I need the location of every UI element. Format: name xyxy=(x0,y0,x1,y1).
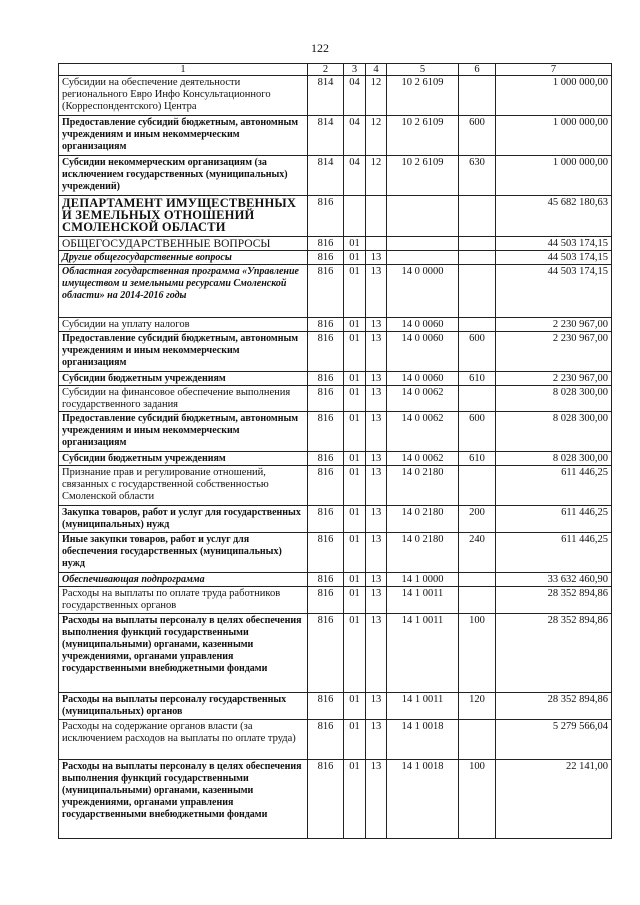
table-row xyxy=(59,760,612,839)
row-section-cell: 01 xyxy=(344,573,366,587)
row-code-cell: 816 xyxy=(308,452,344,466)
row-subsection-cell: 13 xyxy=(366,587,387,614)
row-expense-type-cell xyxy=(459,573,496,587)
row-code-cell: 816 xyxy=(308,318,344,332)
row-amount-cell: 33 632 460,90 xyxy=(496,573,612,587)
header-cell: 1 xyxy=(59,64,308,76)
row-amount-cell: 28 352 894,86 xyxy=(496,693,612,720)
row-amount-cell: 1 000 000,00 xyxy=(496,156,612,196)
row-target-article-cell: 10 2 6109 xyxy=(387,76,459,116)
row-target-article-cell: 14 1 0011 xyxy=(387,587,459,614)
row-code-cell: 816 xyxy=(308,693,344,720)
row-section-cell: 01 xyxy=(344,760,366,839)
row-amount-cell: 44 503 174,15 xyxy=(496,251,612,265)
table-row xyxy=(59,452,612,466)
row-name-cell: Расходы на выплаты персоналу государственных (муниципальных) органов xyxy=(59,693,308,720)
row-subsection-cell: 13 xyxy=(366,533,387,573)
header-cell: 7 xyxy=(496,64,612,76)
row-amount-cell: 28 352 894,86 xyxy=(496,614,612,693)
header-cell: 4 xyxy=(366,64,387,76)
row-subsection-cell: 13 xyxy=(366,318,387,332)
row-code-cell: 816 xyxy=(308,614,344,693)
row-section-cell: 01 xyxy=(344,587,366,614)
row-target-article-cell: 14 0 2180 xyxy=(387,533,459,573)
row-amount-cell: 8 028 300,00 xyxy=(496,386,612,412)
row-section-cell: 01 xyxy=(344,412,366,452)
row-section-cell: 01 xyxy=(344,265,366,318)
row-expense-type-cell xyxy=(459,386,496,412)
row-name-cell: Обеспечивающая подпрограмма xyxy=(59,573,308,587)
row-section-cell: 01 xyxy=(344,466,366,506)
row-subsection-cell: 13 xyxy=(366,614,387,693)
row-expense-type-cell: 600 xyxy=(459,412,496,452)
row-subsection-cell: 13 xyxy=(366,452,387,466)
row-name-cell: Расходы на выплаты персоналу в целях обеспечения выполнения функций государственными (муниципальными) органами, казенными учреждениями, органами управления государственными внебюджетными фондами xyxy=(59,614,308,693)
row-name-cell: Субсидии на обеспечение деятельности регионального Евро Инфо Консультационного (Корреспондентского) Центра xyxy=(59,76,308,116)
row-amount-cell: 1 000 000,00 xyxy=(496,76,612,116)
row-name-cell: Субсидии бюджетным учреждениям xyxy=(59,372,308,386)
row-section-cell: 04 xyxy=(344,116,366,156)
row-subsection-cell: 13 xyxy=(366,760,387,839)
row-section-cell: 04 xyxy=(344,76,366,116)
row-target-article-cell: 10 2 6109 xyxy=(387,116,459,156)
row-code-cell: 816 xyxy=(308,265,344,318)
row-target-article-cell: 14 1 0011 xyxy=(387,614,459,693)
row-expense-type-cell: 120 xyxy=(459,693,496,720)
row-amount-cell: 2 230 967,00 xyxy=(496,372,612,386)
row-expense-type-cell xyxy=(459,466,496,506)
row-expense-type-cell: 610 xyxy=(459,372,496,386)
row-subsection-cell: 13 xyxy=(366,466,387,506)
row-section-cell: 04 xyxy=(344,156,366,196)
row-subsection-cell: 13 xyxy=(366,412,387,452)
row-expense-type-cell: 600 xyxy=(459,116,496,156)
row-code-cell: 816 xyxy=(308,506,344,533)
row-subsection-cell: 12 xyxy=(366,116,387,156)
row-code-cell: 816 xyxy=(308,587,344,614)
table-row xyxy=(59,237,612,251)
row-expense-type-cell xyxy=(459,587,496,614)
row-target-article-cell: 14 0 0062 xyxy=(387,452,459,466)
row-section-cell: 01 xyxy=(344,237,366,251)
table-row xyxy=(59,156,612,196)
row-subsection-cell: 13 xyxy=(366,506,387,533)
row-code-cell: 816 xyxy=(308,760,344,839)
row-target-article-cell: 14 0 2180 xyxy=(387,466,459,506)
row-expense-type-cell: 100 xyxy=(459,760,496,839)
table-row xyxy=(59,466,612,506)
table-row xyxy=(59,412,612,452)
row-code-cell: 816 xyxy=(308,372,344,386)
row-amount-cell: 611 446,25 xyxy=(496,466,612,506)
table-row xyxy=(59,372,612,386)
row-name-cell: Субсидии на уплату налогов xyxy=(59,318,308,332)
row-target-article-cell: 14 0 0060 xyxy=(387,332,459,372)
row-target-article-cell xyxy=(387,196,459,237)
row-subsection-cell: 13 xyxy=(366,386,387,412)
row-expense-type-cell: 600 xyxy=(459,332,496,372)
table-row xyxy=(59,587,612,614)
row-expense-type-cell xyxy=(459,265,496,318)
table-row xyxy=(59,196,612,237)
table-row xyxy=(59,251,612,265)
row-expense-type-cell xyxy=(459,76,496,116)
row-amount-cell: 22 141,00 xyxy=(496,760,612,839)
row-subsection-cell: 13 xyxy=(366,693,387,720)
row-target-article-cell: 14 0 0000 xyxy=(387,265,459,318)
row-code-cell: 816 xyxy=(308,412,344,452)
table-row xyxy=(59,614,612,693)
row-subsection-cell xyxy=(366,237,387,251)
row-name-cell: Расходы на выплаты персоналу в целях обеспечения выполнения функций государственными (муниципальными) органами, казенными учреждениями, органами управления государственными внебюджетными фондами xyxy=(59,760,308,839)
table-row xyxy=(59,318,612,332)
row-target-article-cell: 14 1 0018 xyxy=(387,760,459,839)
row-code-cell: 816 xyxy=(308,386,344,412)
row-subsection-cell: 13 xyxy=(366,251,387,265)
row-name-cell: Предоставление субсидий бюджетным, автономным учреждениям и иным некоммерческим организациям xyxy=(59,332,308,372)
row-expense-type-cell: 240 xyxy=(459,533,496,573)
row-target-article-cell: 14 0 0060 xyxy=(387,372,459,386)
row-amount-cell: 611 446,25 xyxy=(496,533,612,573)
row-code-cell: 814 xyxy=(308,76,344,116)
row-name-cell: Предоставление субсидий бюджетным, автономным учреждениям и иным некоммерческим организациям xyxy=(59,412,308,452)
row-amount-cell: 1 000 000,00 xyxy=(496,116,612,156)
row-name-cell: ДЕПАРТАМЕНТ ИМУЩЕСТВЕННЫХ И ЗЕМЕЛЬНЫХ ОТНОШЕНИЙ СМОЛЕНСКОЙ ОБЛАСТИ xyxy=(59,196,308,237)
row-subsection-cell: 13 xyxy=(366,332,387,372)
row-code-cell: 816 xyxy=(308,237,344,251)
row-target-article-cell: 14 1 0011 xyxy=(387,693,459,720)
row-target-article-cell: 14 1 0018 xyxy=(387,720,459,760)
row-subsection-cell xyxy=(366,196,387,237)
table-row xyxy=(59,693,612,720)
row-section-cell: 01 xyxy=(344,506,366,533)
row-amount-cell: 44 503 174,15 xyxy=(496,265,612,318)
row-name-cell: Областная государственная программа «Управление имуществом и земельными ресурсами Смоленской области» на 2014-2016 годы xyxy=(59,265,308,318)
row-name-cell: Предоставление субсидий бюджетным, автономным учреждениям и иным некоммерческим организациям xyxy=(59,116,308,156)
table-row xyxy=(59,506,612,533)
row-name-cell: Другие общегосударственные вопросы xyxy=(59,251,308,265)
row-target-article-cell xyxy=(387,237,459,251)
row-expense-type-cell xyxy=(459,251,496,265)
row-target-article-cell: 14 0 0060 xyxy=(387,318,459,332)
row-code-cell: 816 xyxy=(308,573,344,587)
row-amount-cell: 44 503 174,15 xyxy=(496,237,612,251)
row-subsection-cell: 13 xyxy=(366,265,387,318)
row-code-cell: 816 xyxy=(308,720,344,760)
row-expense-type-cell xyxy=(459,237,496,251)
row-section-cell: 01 xyxy=(344,693,366,720)
row-section-cell: 01 xyxy=(344,452,366,466)
row-subsection-cell: 12 xyxy=(366,76,387,116)
row-section-cell: 01 xyxy=(344,372,366,386)
row-subsection-cell: 13 xyxy=(366,573,387,587)
row-name-cell: Субсидии бюджетным учреждениям xyxy=(59,452,308,466)
row-target-article-cell: 14 0 0062 xyxy=(387,386,459,412)
row-amount-cell: 2 230 967,00 xyxy=(496,332,612,372)
table-row xyxy=(59,720,612,760)
row-name-cell: Признание прав и регулирование отношений, связанных с государственной собственностью Смоленской области xyxy=(59,466,308,506)
row-expense-type-cell xyxy=(459,318,496,332)
row-expense-type-cell: 630 xyxy=(459,156,496,196)
row-amount-cell: 8 028 300,00 xyxy=(496,412,612,452)
row-expense-type-cell xyxy=(459,720,496,760)
header-cell: 2 xyxy=(308,64,344,76)
row-section-cell: 01 xyxy=(344,332,366,372)
table-row xyxy=(59,76,612,116)
row-section-cell: 01 xyxy=(344,386,366,412)
header-cell: 3 xyxy=(344,64,366,76)
row-code-cell: 816 xyxy=(308,466,344,506)
row-section-cell: 01 xyxy=(344,318,366,332)
row-name-cell: Закупка товаров, работ и услуг для государственных (муниципальных) нужд xyxy=(59,506,308,533)
row-name-cell: Расходы на выплаты по оплате труда работников государственных органов xyxy=(59,587,308,614)
row-target-article-cell: 14 1 0000 xyxy=(387,573,459,587)
row-section-cell: 01 xyxy=(344,720,366,760)
header-cell: 5 xyxy=(387,64,459,76)
row-expense-type-cell: 610 xyxy=(459,452,496,466)
table-row xyxy=(59,332,612,372)
row-name-cell: Субсидии некоммерческим организациям (за исключением государственных (муниципальных) учреждений) xyxy=(59,156,308,196)
row-target-article-cell xyxy=(387,251,459,265)
budget-table xyxy=(58,63,612,839)
row-amount-cell: 45 682 180,63 xyxy=(496,196,612,237)
row-section-cell: 01 xyxy=(344,614,366,693)
row-code-cell: 816 xyxy=(308,251,344,265)
row-target-article-cell: 14 0 2180 xyxy=(387,506,459,533)
row-amount-cell: 2 230 967,00 xyxy=(496,318,612,332)
row-section-cell: 01 xyxy=(344,533,366,573)
row-name-cell: Иные закупки товаров, работ и услуг для обеспечения государственных (муниципальных) нужд xyxy=(59,533,308,573)
row-subsection-cell: 13 xyxy=(366,372,387,386)
table-row xyxy=(59,533,612,573)
table-row xyxy=(59,386,612,412)
row-section-cell: 01 xyxy=(344,251,366,265)
row-section-cell xyxy=(344,196,366,237)
row-amount-cell: 28 352 894,86 xyxy=(496,587,612,614)
row-code-cell: 814 xyxy=(308,156,344,196)
header-cell: 6 xyxy=(459,64,496,76)
row-code-cell: 816 xyxy=(308,332,344,372)
table-row xyxy=(59,573,612,587)
row-subsection-cell: 12 xyxy=(366,156,387,196)
row-name-cell: Субсидии на финансовое обеспечение выполнения государственного задания xyxy=(59,386,308,412)
row-expense-type-cell xyxy=(459,196,496,237)
row-code-cell: 816 xyxy=(308,196,344,237)
page-number: 122 xyxy=(311,41,329,55)
row-name-cell: Расходы на содержание органов власти (за исключением расходов на выплаты по оплате труда) xyxy=(59,720,308,760)
row-expense-type-cell: 200 xyxy=(459,506,496,533)
header-row xyxy=(59,64,612,76)
row-target-article-cell: 14 0 0062 xyxy=(387,412,459,452)
row-expense-type-cell: 100 xyxy=(459,614,496,693)
row-code-cell: 814 xyxy=(308,116,344,156)
row-amount-cell: 611 446,25 xyxy=(496,506,612,533)
row-name-cell: ОБЩЕГОСУДАРСТВЕННЫЕ ВОПРОСЫ xyxy=(59,237,308,251)
row-subsection-cell: 13 xyxy=(366,720,387,760)
row-amount-cell: 5 279 566,04 xyxy=(496,720,612,760)
table-row xyxy=(59,116,612,156)
row-amount-cell: 8 028 300,00 xyxy=(496,452,612,466)
table-body xyxy=(59,76,612,839)
table-row xyxy=(59,265,612,318)
row-code-cell: 816 xyxy=(308,533,344,573)
row-target-article-cell: 10 2 6109 xyxy=(387,156,459,196)
